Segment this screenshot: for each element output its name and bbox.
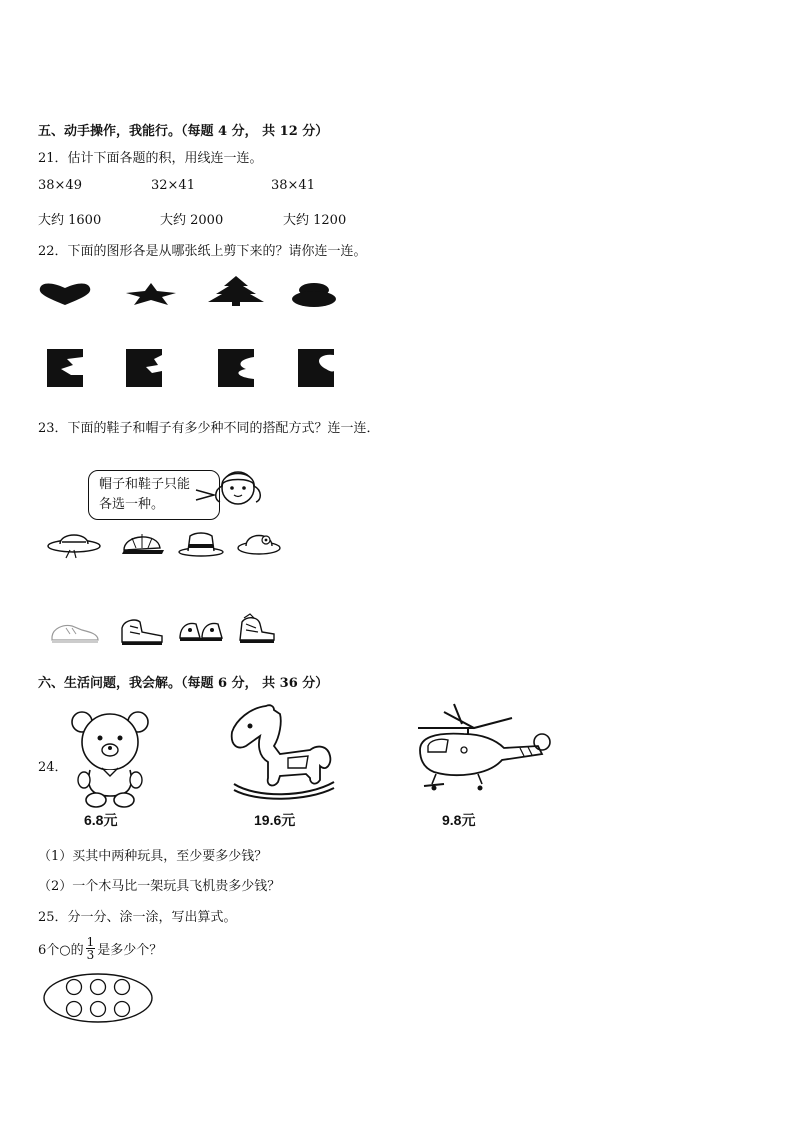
section-6-title: 六、生活问题，我会解。（每题 6 分， 共 36 分） [38,676,329,691]
teddy-bear-price: 6.8元 [84,812,118,828]
small-circle [115,1002,130,1017]
prompt-prefix: 6个○的 [38,943,84,958]
question-24-sub2: （2）一个木马比一架玩具飞机贵多少钱？ [38,879,281,894]
sport-shoe-icon [236,612,278,646]
question-24-number: 24． [38,760,68,775]
question-22: 22．下面的图形各是从哪张纸上剪下来的？请你连一连。 [38,244,367,259]
fraction-denominator: 3 [86,948,95,962]
estimate-3: 大约 1200 [283,213,347,228]
rocking-horse-icon [226,702,338,800]
rocking-horse-price: 19.6元 [254,812,296,828]
cloud-shape [292,283,336,307]
fraction-numerator: 1 [86,935,95,949]
estimate-1: 大约 1600 [38,213,102,228]
small-circle [91,1002,106,1017]
paper-curve [218,349,254,387]
paper-zigzag-2 [126,349,162,387]
expression-3: 38×41 [271,178,315,193]
boot-icon [118,614,166,646]
question-24-sub1: （1）买其中两种玩具，至少要多少钱？ [38,849,268,864]
helicopter-icon [408,704,554,794]
girl-icon [212,464,264,510]
paper-wave [298,349,334,387]
bubble-line-2: 各选一种。 [99,497,165,512]
small-circle [115,980,130,995]
paper-zigzag [47,349,83,387]
prompt-suffix: 是多少个？ [97,943,163,958]
small-circle [67,980,82,995]
sandal-icon [176,614,226,644]
circles-oval [42,972,154,1024]
bubble-line-1: 帽子和鞋子只能 [99,477,191,492]
cap-icon [118,528,166,558]
small-circle [67,1002,82,1017]
expression-2: 32×41 [151,178,195,193]
helicopter-price: 9.8元 [442,812,476,828]
flower-hat-icon [236,528,282,558]
section-5-title: 五、动手操作，我能行。（每题 4 分， 共 12 分） [38,124,329,139]
star-shape [126,283,176,305]
question-25-prompt [38,936,162,961]
small-circle [91,980,106,995]
fraction [86,936,96,961]
question-23: 23．下面的鞋子和帽子有多少种不同的搭配方式？连一连． [38,421,380,436]
estimate-2: 大约 2000 [160,213,224,228]
sun-hat-icon [46,528,102,560]
fedora-icon [178,530,224,558]
expression-1: 38×49 [38,178,82,193]
question-21: 21．估计下面各题的积，用线连一连。 [38,151,263,166]
tree-shape [208,276,264,306]
sneaker-icon [50,618,102,646]
teddy-bear-icon [68,706,152,810]
question-25: 25．分一分、涂一涂，写出算式。 [38,910,237,925]
heart-shape [38,282,92,306]
